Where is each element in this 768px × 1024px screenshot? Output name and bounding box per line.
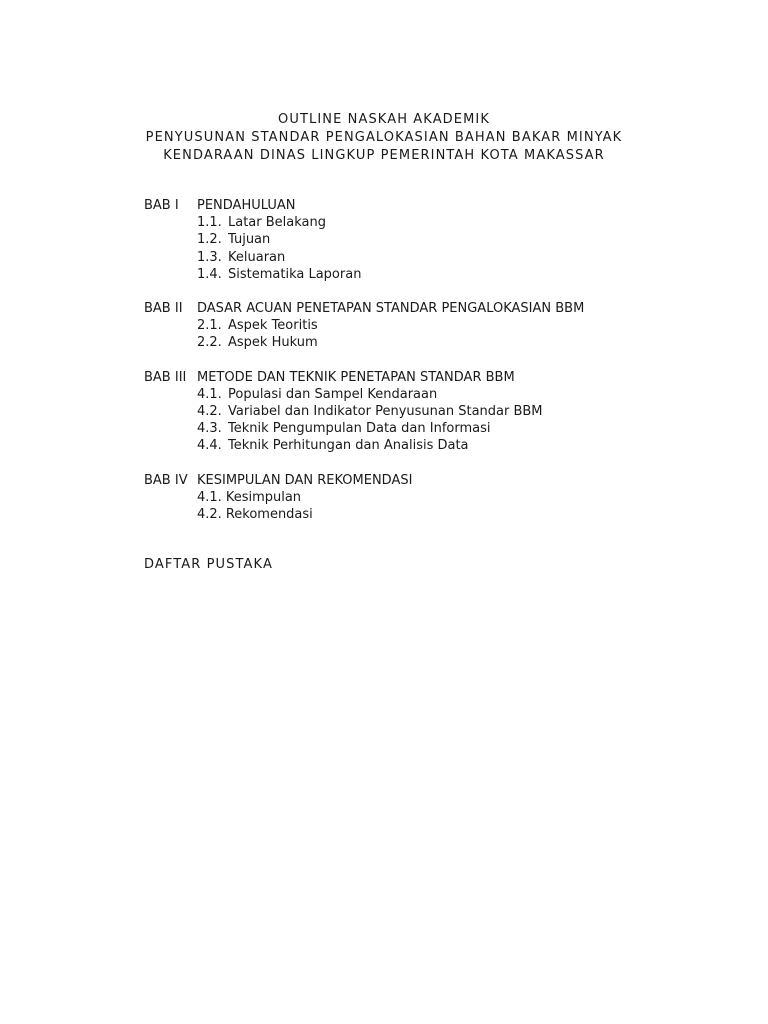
chapter-bab-4	[144, 472, 704, 524]
chapter-label: BAB IV	[144, 472, 188, 488]
list-item	[144, 386, 704, 403]
list-item	[144, 214, 704, 231]
item-text: Variabel dan Indikator Penyusunan Standar BBM	[228, 404, 543, 420]
title-line-3: KENDARAAN DINAS LINGKUP PEMERINTAH KOTA MAKASSAR	[163, 148, 605, 163]
item-number: 2.1.	[197, 318, 222, 334]
item-number: 1.1.	[197, 215, 222, 231]
list-item	[144, 317, 704, 334]
item-number: 4.1.	[197, 489, 222, 505]
item-text: Teknik Pengumpulan Data dan Informasi	[228, 421, 491, 437]
item-number: 2.2.	[197, 335, 222, 351]
item-text: Kesimpulan	[225, 489, 302, 505]
item-text: Latar Belakang	[228, 215, 327, 231]
title-line-1: OUTLINE NASKAH AKADEMIK	[278, 112, 490, 127]
chapter-title: METODE DAN TEKNIK PENETAPAN STANDAR BBM	[197, 369, 515, 385]
chapter-title: DASAR ACUAN PENETAPAN STANDAR PENGALOKASIAN BBM	[197, 301, 585, 317]
chapter-bab-3	[144, 369, 704, 455]
title-line-2: PENYUSUNAN STANDAR PENGALOKASIAN BAHAN BAKAR MINYAK	[145, 130, 623, 145]
chapter-title: KESIMPULAN DAN REKOMENDASI	[197, 472, 413, 488]
item-number: 1.4.	[197, 266, 222, 282]
chapter-heading	[144, 300, 704, 317]
item-text: Populasi dan Sampel Kendaraan	[228, 386, 438, 402]
chapter-bab-1	[144, 197, 704, 283]
list-item	[144, 437, 704, 454]
item-text: Keluaran	[228, 249, 286, 265]
list-item	[144, 249, 704, 266]
chapter-label: BAB III	[144, 369, 187, 385]
item-text: Tujuan	[228, 232, 271, 248]
list-item	[144, 506, 704, 523]
item-number: 4.2.	[197, 404, 222, 420]
list-item	[144, 403, 704, 420]
table-of-contents	[144, 197, 704, 540]
list-item	[144, 334, 704, 351]
item-number: 4.3.	[197, 421, 222, 437]
item-number: 4.4.	[197, 438, 222, 454]
item-text: Sistematika Laporan	[228, 266, 362, 282]
item-text: Teknik Perhitungan dan Analisis Data	[228, 438, 469, 454]
item-text: Rekomendasi	[225, 507, 313, 523]
item-number: 1.2.	[197, 232, 222, 248]
chapter-heading	[144, 197, 704, 214]
chapter-label: BAB II	[144, 301, 183, 317]
list-item	[144, 231, 704, 248]
item-number: 4.2.	[197, 507, 222, 523]
item-number: 1.3.	[197, 249, 222, 265]
chapter-heading	[144, 369, 704, 386]
list-item	[144, 266, 704, 283]
chapter-bab-2	[144, 300, 704, 352]
bibliography-heading: DAFTAR PUSTAKA	[144, 557, 273, 572]
chapter-heading	[144, 472, 704, 489]
chapter-label: BAB I	[144, 198, 179, 213]
item-text: Aspek Hukum	[228, 335, 318, 351]
item-number: 4.1.	[197, 386, 222, 402]
document-title	[0, 111, 768, 165]
list-item	[144, 489, 704, 506]
chapter-title: PENDAHULUAN	[197, 198, 296, 213]
list-item	[144, 420, 704, 437]
item-text: Aspek Teoritis	[228, 318, 318, 334]
